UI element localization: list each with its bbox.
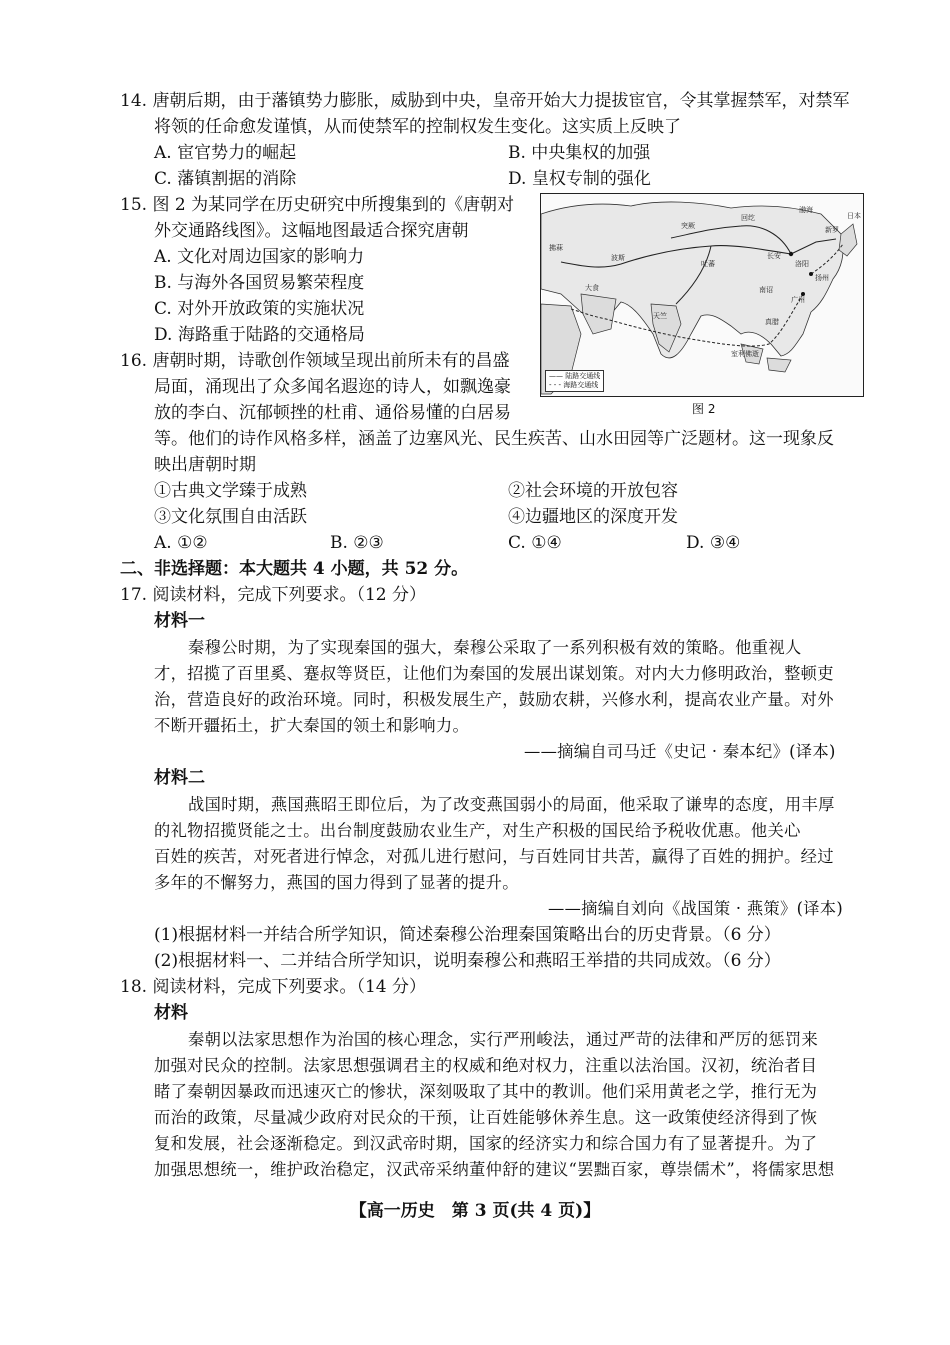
map-label: 室利佛逝 [731,350,759,358]
q17-material2-line: 战国时期，燕国燕昭王即位后，为了改变燕国弱小的局面，他采取了谦卑的态度，用丰厚 [188,795,835,814]
q17-material1-title: 材料一 [154,611,205,631]
q15-stem-line2: 外交通路线图》。这幅地图最适合探究唐朝 [154,221,469,241]
q16-option-d: D. ③④ [686,533,741,553]
q18-material-line: 复和发展，社会逐渐稳定。到汉武帝时期，国家的经济实力和综合国力有了显著提升。为了 [154,1134,818,1153]
q17-stem: 17. 阅读材料，完成下列要求。（12 分） [120,585,426,605]
q14-stem-line1: 14. 唐朝后期，由于藩镇势力膨胀，威胁到中央，皇帝开始大力提拔宦官，令其掌握禁军，对禁军 [120,91,850,111]
q15-stem-line1: 15. 图 2 为某同学在历史研究中所搜集到的《唐朝对 [120,195,515,215]
map-label: 长安 [767,252,781,260]
map-label: 拂菻 [549,244,563,252]
map-label: 日本 [847,212,861,220]
map-label: 天竺 [653,312,667,320]
q14-stem-line2: 将领的任命愈发谨慎，从而使禁军的控制权发生变化。这实质上反映了 [154,117,681,137]
q16-item-1: ①古典文学臻于成熟 [154,481,307,501]
q18-material-line: 加强思想统一，维护政治稳定，汉武帝采纳董仲舒的建议“罢黜百家，尊崇儒术”，将儒家思想 [154,1160,835,1179]
q17-material2-line: 多年的不懈努力，燕国的国力得到了显著的提升。 [154,873,519,892]
q15-option-a: A. 文化对周边国家的影响力 [154,247,365,267]
q17-material1-line: 不断开疆拓土，扩大秦国的领土和影响力。 [154,716,470,735]
q15-option-d: D. 海路重于陆路的交通格局 [154,325,365,345]
q16-stem-line5: 映出唐朝时期 [154,455,256,475]
q16-stem-line3: 放的李白、沉郁顿挫的杜甫、通俗易懂的白居易 [154,403,511,423]
q14-option-b: B. 中央集权的加强 [508,143,651,163]
map-label: 广州 [791,296,805,304]
q17-requirement-1: (1)根据材料一并结合所学知识，简述秦穆公治理秦国策略出台的历史背景。（6 分） [154,925,781,945]
map-label: 扬州 [815,274,829,282]
q16-option-b: B. ②③ [330,533,384,553]
q17-material1-line: 才，招揽了百里奚、蹇叔等贤臣，让他们为秦国的发展出谋划策。对内大力修明政治，整顿吏 [154,664,834,683]
map-label: 波斯 [611,254,625,262]
map-label: 真腊 [765,318,779,326]
map-label: 吐蕃 [701,260,715,268]
page-footer: 【高一历史 第 3 页(共 4 页)】 [349,1201,601,1221]
q16-option-c: C. ①④ [508,533,562,553]
q14-option-c: C. 藩镇割据的消除 [154,169,297,189]
section-heading: 二、非选择题：本大题共 4 小题，共 52 分。 [120,559,469,579]
map-label: 突厥 [681,222,695,230]
q16-stem-line1: 16. 唐朝时期，诗歌创作领域呈现出前所未有的昌盛 [120,351,510,371]
q17-material2-line: 的礼物招揽贤能之士。出台制度鼓励农业生产，对生产积极的国民给予税收优惠。他关心 [154,821,801,840]
q16-stem-line2: 局面，涌现出了众多闻名遐迩的诗人，如飘逸豪 [154,377,511,397]
q17-material1-line: 治，营造良好的政治环境。同时，积极发展生产，鼓励农耕，兴修水利，提高农业产量。对外 [154,690,834,709]
q16-item-3: ③文化氛围自由活跃 [154,507,307,527]
q17-material1-source: ——摘编自司马迁《史记 · 秦本纪》(译本) [524,742,836,761]
q18-material-line: 加强对民众的控制。法家思想强调君主的权威和绝对权力，注重以法治国。汉初，统治者目 [154,1056,818,1075]
q14-option-d: D. 皇权专制的强化 [508,169,651,189]
q18-material-title: 材料 [154,1003,188,1023]
figure-caption: 图 2 [692,402,716,416]
q14-option-a: A. 宦官势力的崛起 [154,143,297,163]
q17-material2-line: 百姓的疾苦，对死者进行悼念，对孤儿进行慰问，与百姓同甘共苦，赢得了百姓的拥护。经过 [154,847,834,866]
q17-material2-title: 材料二 [154,768,205,788]
map-label: 新罗 [825,226,839,234]
map-legend [545,370,604,392]
map-label: 回纥 [741,214,755,222]
q17-material2-source: ——摘编自刘向《战国策 · 燕策》(译本) [548,899,844,918]
q15-option-b: B. 与海外各国贸易繁荣程度 [154,273,365,293]
map-label: 大食 [585,284,599,292]
map-label: 渤海 [799,206,813,214]
q18-stem: 18. 阅读材料，完成下列要求。（14 分） [120,977,426,997]
q18-material-line: 睹了秦朝因暴政而迅速灭亡的惨状，深刻吸取了其中的教训。他们采用黄老之学，推行无为 [154,1082,818,1101]
q17-requirement-2: (2)根据材料一、二并结合所学知识，说明秦穆公和燕昭王举措的共同成效。（6 分） [154,951,781,971]
q15-option-c: C. 对外开放政策的实施状况 [154,299,365,319]
legend-land-route: —— 陆路交通线 [549,372,601,380]
q16-item-4: ④边疆地区的深度开发 [508,507,678,527]
q18-material-line: 秦朝以法家思想作为治国的核心理念，实行严刑峻法，通过严苛的法律和严厉的惩罚来 [188,1030,819,1049]
map-label: 洛阳 [795,260,809,268]
legend-sea-route: - - - 海路交通线 [549,381,599,389]
map-landmass-japan [839,224,857,256]
tang-trade-route-map [540,193,864,397]
q17-material1-line: 秦穆公时期，为了实现秦国的强大，秦穆公采取了一系列积极有效的策略。他重视人 [188,638,802,657]
map-label: 南诏 [759,286,773,294]
q18-material-line: 而治的政策，尽量减少政府对民众的干预，让百姓能够休养生息。这一政策使经济得到了恢 [154,1108,818,1127]
q16-stem-line4: 等。他们的诗作风格多样，涵盖了边塞风光、民生疾苦、山水田园等广泛题材。这一现象反 [154,429,834,449]
q16-item-2: ②社会环境的开放包容 [508,481,678,501]
q16-option-a: A. ①② [154,533,208,553]
